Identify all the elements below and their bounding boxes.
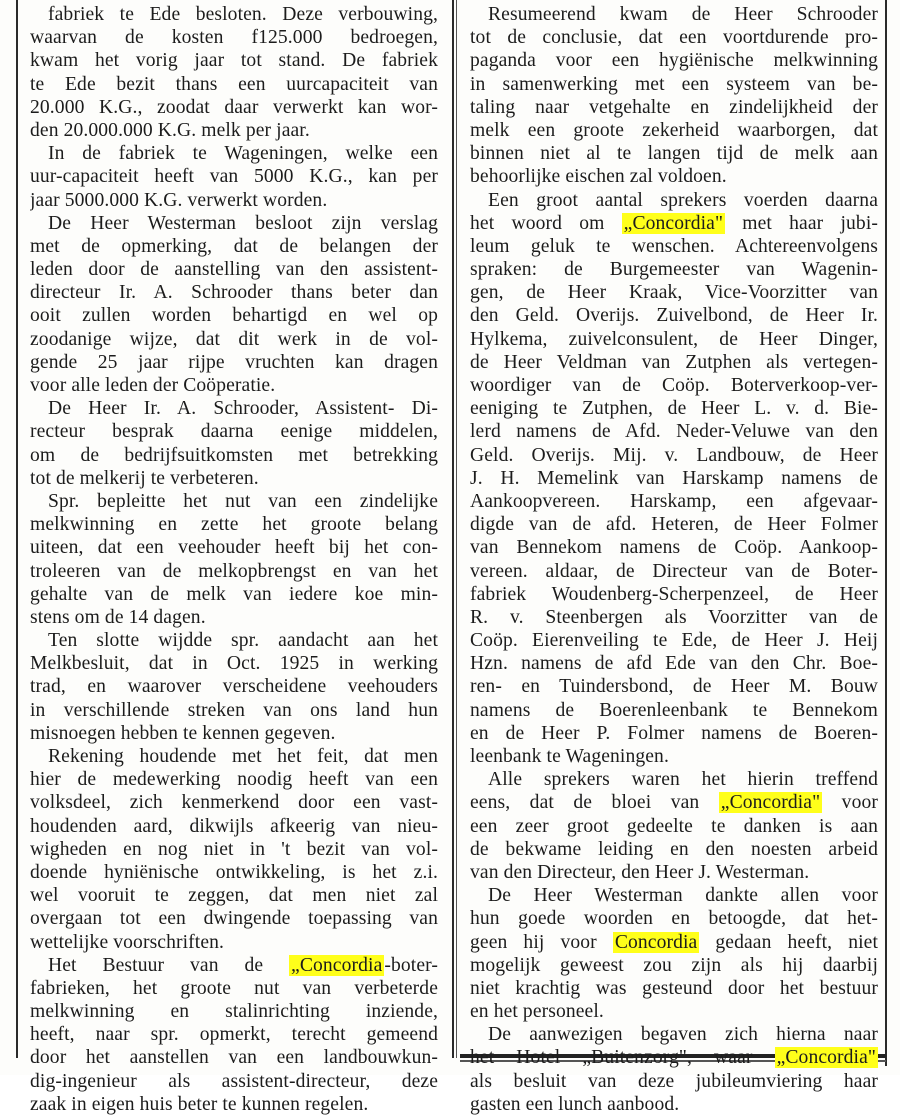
text-line: in samenwerking met een systeem van be-	[470, 73, 878, 95]
paragraph	[30, 397, 438, 490]
text-line: binnen niet al te langen tijd de melk aan	[470, 143, 878, 165]
text-line: om de bedrijfsuitkomsten met betrekking	[30, 444, 438, 466]
highlighted-term: Concordia	[614, 931, 698, 953]
paragraph	[470, 768, 878, 884]
column-rule-middle	[452, 0, 454, 1058]
text-line: volksdeel, zich kenmerkend door een vast-	[30, 792, 438, 814]
paragraph	[30, 954, 438, 1116]
text-line: tot de conclusie, dat een voortdurende pro-	[470, 27, 878, 49]
text-line: wettelijke voorschriften.	[30, 931, 225, 953]
text-line: zoodanige wijze, dat dit werk in de vol-	[30, 328, 438, 350]
text-line: stens om de 14 dagen.	[30, 606, 206, 628]
paragraph	[30, 3, 438, 142]
text-line: en het personeel.	[470, 1001, 604, 1023]
text-line: behoorlijke eischen zal voldoen.	[470, 166, 727, 188]
text-line: door het aanstellen van een landbouwkun-	[30, 1047, 438, 1069]
text-line: de bekwame leiding en den noesten arbeid	[470, 838, 878, 860]
text-line: van Bennekom namens de Coöp. Aankoop-	[470, 537, 878, 559]
text-line: leenbank te Wageningen.	[470, 746, 669, 767]
text-line: De Heer Ir. A. Schrooder, Assistent- Di-	[48, 398, 438, 420]
text-line: fabrieken, het groote nut van verbeterde	[30, 977, 438, 999]
text-line: als besluit van deze jubileumviering haar	[470, 1070, 878, 1092]
text-line: ooit zullen worden behartigd en wel op	[30, 305, 438, 327]
text-line: gende 25 jaar rijpe vruchten kan dragen	[30, 351, 438, 373]
text-line: Hylkema, zuivelconsulent, de Heer Dinger,	[470, 328, 878, 350]
text-line: trad, en waarover verscheidene veehouders	[30, 676, 438, 698]
text-line: De Heer Westerman besloot zijn verslag	[48, 212, 438, 234]
text-line: Het Bestuur van de „Concordia -boter-	[48, 954, 438, 976]
text-line: De aanwezigen begaven zich hierna naar	[488, 1024, 878, 1046]
text-line: hun goede woorden en betoogde, dat het-	[470, 908, 878, 930]
text-line: Melkbesluit, dat in Oct. 1925 in werking	[30, 653, 438, 675]
left-column	[30, 3, 438, 1116]
text-line: Een groot aantal sprekers voerden daarna	[488, 189, 878, 211]
text-line: melkwinning en zette het groote belang	[30, 514, 438, 536]
text-line: en de Heer P. Folmer namens de Boeren-	[470, 722, 878, 744]
text-line: dig-ingenieur als assistent-directeur, deze	[30, 1070, 438, 1092]
text-line: R. v. Steenbergen als Voorzitter van de	[470, 606, 878, 628]
text-line: Ten slotte wijdde spr. aandacht aan het	[48, 630, 438, 652]
paragraph	[470, 189, 878, 769]
text-line: wel vooruit te zeggen, dat men niet zal	[30, 885, 438, 907]
text-line: de Heer Veldman van Zutphen als vertegen-	[470, 351, 878, 373]
text-line: zaak in eigen huis beter te kunnen regelen.	[30, 1093, 369, 1115]
text-line: Aankoopvereen. Harskamp, een afgevaar-	[470, 490, 878, 512]
text-line: gen, de Heer Kraak, Vice-Voorzitter van	[470, 282, 878, 304]
right-column	[470, 3, 878, 1116]
text-line: gasten een lunch aanbood.	[470, 1093, 680, 1115]
text-line: vereen. aldaar, de Directeur van de Boter-	[470, 560, 878, 582]
text-line: in verschillende streken van ons land hun	[30, 699, 438, 721]
paragraph	[30, 212, 438, 398]
text-line: Rekening houdende met het feit, dat men	[48, 746, 438, 767]
text-line: van den Directeur, den Heer J. Westerman.	[470, 861, 810, 883]
text-line: Resumeerend kwam de Heer Schrooder	[488, 4, 878, 25]
paragraph	[470, 3, 878, 189]
text-line: Geld. Overijs. Mij. v. Landbouw, de Heer	[470, 444, 878, 466]
text-line: paganda voor een hygiënische melkwinning	[470, 50, 878, 72]
text-line: gehalte van de melk van iedere koe min-	[30, 583, 438, 605]
column-rule-right	[885, 0, 887, 1066]
text-line: Coöp. Eierenveiling te Ede, de Heer J. Heij	[470, 630, 878, 652]
text-line: taling naar vetgehalte en zindelijkheid der	[470, 96, 878, 118]
paragraph	[470, 884, 878, 1023]
text-line: niet krachtig was gesteund door het bestuur	[470, 977, 878, 999]
text-line: doende hyniënische ontwikkeling, is het z.i.	[30, 861, 438, 883]
column-rule-left	[16, 0, 18, 1058]
text-line: ren- en Tuindersbond, de Heer M. Bouw	[470, 676, 878, 698]
text-line: woordiger van de Coöp. Boterverkoop-ver-	[470, 375, 878, 396]
paragraph	[30, 745, 438, 954]
text-line: Spr. bepleitte het nut van een zindelijke	[48, 490, 438, 512]
text-line: overgaan tot een dwingende toepassing van	[30, 908, 438, 930]
text-line: het Hotel „Buitenzorg", waar „Concordia"	[470, 1047, 876, 1069]
text-line: directeur Ir. A. Schrooder thans beter dan	[30, 282, 438, 304]
text-line: namens de Boerenleenbank te Bennekom	[470, 699, 878, 721]
text-line: tot de melkerij te verbeteren.	[30, 467, 259, 489]
text-line: eeniging te Zutphen, de Heer L. v. d. Bie-	[470, 398, 878, 420]
highlighted-term: „Concordia"	[720, 792, 821, 814]
text-line: J. H. Memelink van Harskamp namens de	[470, 467, 878, 489]
text-line: Hzn. namens de afd Ede van den Chr. Boe-	[470, 653, 878, 675]
text-line: wigheden en nog niet in 't bezit van vol-	[30, 838, 438, 860]
text-line: voor alle leden der Coöperatie.	[30, 375, 276, 396]
text-line: melk een groote zekerheid waarborgen, dat	[470, 119, 878, 141]
text-line: eens, dat de bloei van „Concordia" voor	[470, 792, 878, 814]
paragraph	[470, 1023, 878, 1116]
text-line: met de opmerking, dat de belangen der	[30, 235, 438, 257]
text-line: troleeren van de melkopbrengst en van het	[30, 560, 438, 582]
text-line: mogelijk geweest zou zijn als hij daarbij	[470, 954, 878, 976]
paragraph	[30, 142, 438, 212]
text-line: uur-capaciteit heeft van 5000 K.G., kan per	[30, 166, 438, 188]
text-line: het woord om „Concordia" met haar jubi-	[470, 212, 878, 234]
text-line: In de fabriek te Wageningen, welke een	[48, 143, 438, 165]
text-line: Alle sprekers waren het hierin treffend	[488, 769, 878, 791]
text-line: heeft, naar spr. opmerkt, terecht gemeend	[30, 1024, 438, 1046]
text-line: den 20.000.000 K.G. melk per jaar.	[30, 119, 310, 141]
text-line: lerd namens de Afd. Neder-Veluwe van den	[470, 421, 878, 443]
text-line: spraken: de Burgemeester van Wagenin-	[470, 259, 878, 281]
text-line: houdenden aard, dikwijls afkeerig van nieu-	[30, 815, 438, 837]
text-line: geen hij voor Concordia gedaan heeft, niet	[470, 931, 878, 953]
text-line: hier de medewerking noodig heeft van een	[30, 769, 438, 791]
column-rule-middle-inner	[456, 0, 457, 1058]
highlighted-term: „Concordia"	[623, 212, 724, 234]
text-line: 20.000 K.G., zoodat daar verwerkt kan wor-	[30, 96, 438, 118]
text-line: melkwinning en stalinrichting inziende,	[30, 1001, 438, 1023]
highlighted-term: „Concordia	[291, 954, 383, 976]
text-line: waarvan de kosten f125.000 bedroegen,	[30, 27, 438, 49]
text-line: misnoegen hebben te kennen gegeven.	[30, 722, 336, 744]
paragraph	[30, 490, 438, 629]
text-line: De Heer Westerman dankte allen voor	[488, 885, 878, 907]
text-line: leum geluk te wenschen. Achtereenvolgens	[470, 235, 878, 257]
highlighted-term: „Concordia"	[776, 1047, 876, 1069]
text-line: fabriek Woudenberg-Scherpenzeel, de Heer	[470, 583, 878, 605]
text-line: fabriek te Ede besloten. Deze verbouwing,	[48, 4, 438, 25]
text-line: jaar 5000.000 K.G. verwerkt worden.	[30, 189, 328, 211]
text-line: te Ede bezit thans een uurcapaciteit van	[30, 73, 438, 95]
text-line: recteur besprak daarna eenige middelen,	[30, 421, 438, 443]
text-line: digde van de afd. Heteren, de Heer Folmer	[470, 514, 878, 536]
text-line: leden door de aanstelling van den assistent-	[30, 259, 438, 281]
text-line: uiteen, dat een veehouder heeft bij het con-	[30, 537, 438, 559]
text-line: een zeer groot gedeelte te danken is aan	[470, 815, 878, 837]
paragraph	[30, 629, 438, 745]
text-line: den Geld. Overijs. Zuivelbond, de Heer Ir.	[470, 305, 878, 327]
text-line: kwam het vorig jaar tot stand. De fabriek	[30, 50, 438, 72]
